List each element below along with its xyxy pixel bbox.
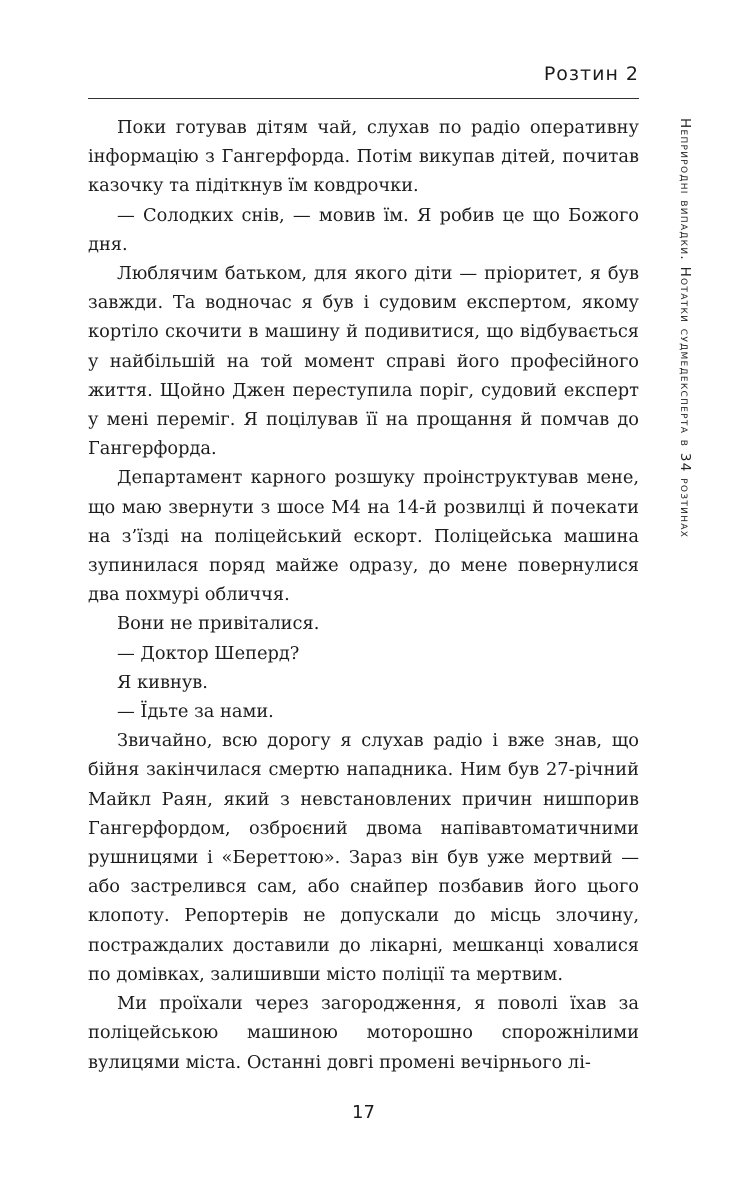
running-header [544,61,639,87]
paragraph: Люблячим батьком, для якого діти — пріоритет, я був завжди. Та водночас я був і судовим експертом, якому кортіло скочити в машину й подивитися, що відбувається у найбільшій на той момент справі його професійного життя. Щойно Джен переступила поріг, судовий експерт у мені переміг. Я поцілував її на прощання й помчав до Гангерфорда. [88,263,639,460]
paragraph: Ми проїхали через загородження, я поволі їхав за поліцейською машиною моторошно спорожнілими вулицями міста. Останні довгі промені вечірнього лі- [88,993,639,1073]
paragraph: Звичайно, всю дорогу я слухав радіо і вже знав, що бійня закінчилася смертю нападника. Ним був 27-річний Майкл Раян, який з невстановлених причин нишпорив Гангерфордом, озброєний двома напівавтоматичними рушницями і «Береттою». Зараз він був уже мертвий — або застрелився сам, або снайпер позбавив його цього клопоту. Репортерів не допускали до місць злочину, постраждалих доставили до лікарні, мешканці ховалися по домівках, залишивши місто поліції та мертвим. [88,730,639,985]
paragraph: — Солодких снів, — мовив їм. Я робив це що Божого дня. [88,204,639,255]
paragraph: Я кивнув. [117,671,208,693]
side-title-wrap [670,118,700,618]
chapter-title: Розтин 2 [543,63,639,85]
header-rule [88,98,639,99]
page-number: 17 [352,1102,375,1123]
body-text [88,113,639,1077]
book-title-vertical: Неприродні випадки. Нотатки судмедексперта в 34 розтинах [677,118,693,539]
paragraph: Поки готував дітям чай, слухав по радіо оперативну інформацію з Гангерфорда. Потім викупав дітей, почитав казочку та підіткнув їм ковдрочки. [88,117,639,197]
paragraph: — Їдьте за нами. [117,701,274,723]
paragraph: Департамент карного розшуку проінструктував мене, що маю звернути з шосе М4 на 14-й розвилці й почекати на з’їзді на поліцейський ескорт. Поліцейська машина зупинилася поряд майже одразу, до мене повернулися два похмурі обличчя. [88,467,639,606]
paragraph: — Доктор Шеперд? [117,642,300,664]
paragraph: Вони не привіталися. [117,613,320,635]
